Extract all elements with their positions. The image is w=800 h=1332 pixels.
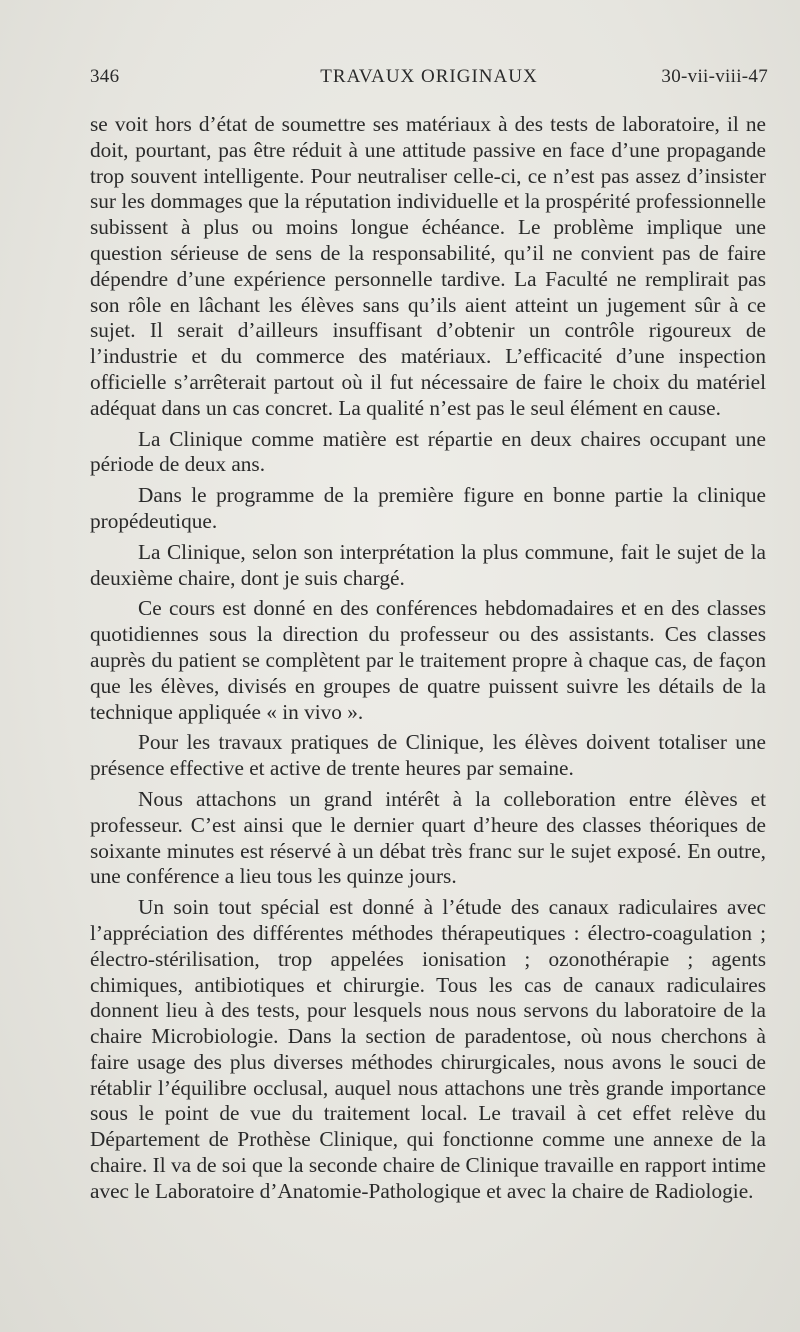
paragraph-4: La Clinique, selon son interprétation la plus commune, fait le sujet de la deuxième chaire, dont je suis chargé. (90, 539, 766, 590)
journal-section-title: TRAVAUX ORIGINAUX (320, 66, 538, 87)
body-text (90, 112, 766, 1210)
paragraph-7: Nous attachons un grand intérêt à la colleboration entre élèves et professeur. C’est ainsi que le dernier quart d’heure des classes théoriques de soixante minutes est réservé à un débat très franc sur le sujet exposé. En outre, une conférence a lieu tous les quinze jours. (90, 786, 766, 889)
paragraph-2: La Clinique comme matière est répartie en deux chaires occupant une période de deux ans. (90, 426, 766, 477)
paragraph-8: Un soin tout spécial est donné à l’étude des canaux radiculaires avec l’appréciation des différentes méthodes thérapeutiques : électro-coagulation ; électro-stérilisation, trop appelées ionisation ; ozonothérapie ; agents chimiques, antibiotiques et chirurgie. Tous les cas de canaux radiculaires donnent lieu à des tests, pour lesquels nous nous servons du laboratoire de la chaire Microbiologie. Dans la section de paradentose, où nous cherchons à faire usage des plus diverses méthodes chirurgicales, nous avons le souci de rétablir l’équilibre occlusal, auquel nous attachons une très grande importance sous le point de vue du traitement local. Le travail à cet effet relève du Département de Prothèse Clinique, qui fonctionne comme une annexe de la chaire. Il va de soi que la seconde chaire de Clinique travaille en rapport intime avec le Laboratoire d’Anatomie-Pathologique et avec la chaire de Radiologie. (90, 895, 766, 1203)
running-header (90, 66, 768, 94)
issue-date: 30-vii-viii-47 (661, 66, 768, 87)
paragraph-5: Ce cours est donné en des conférences hebdomadaires et en des classes quotidiennes sous la direction du professeur ou des assistants. Ces classes auprès du patient se complètent par le traitement propre à chaque cas, de façon que les élèves, divisés en groupes de quatre puissent suivre les détails de la technique appliquée « in vivo ». (90, 596, 766, 724)
paragraph-6: Pour les travaux pratiques de Clinique, les élèves doivent totaliser une présence effective et active de trente heures par semaine. (90, 730, 766, 781)
paragraph-1: se voit hors d’état de soumettre ses matériaux à des tests de laboratoire, il ne doit, pourtant, pas être réduit à une attitude passive en face d’une propagande trop souvent intelligente. Pour neutraliser celle-ci, ce n’est pas assez d’insister sur les dommages que la réputation individuelle et la prospérité professionnelle subissent à plus ou moins longue échéance. Le problème implique une question sérieuse de sens de la responsabilité, qu’il ne convient pas de faire dépendre d’une expérience personnelle tardive. La Faculté ne remplirait pas son rôle en lâchant les élèves sans qu’ils aient atteint un jugement sûr à ce sujet. Il serait d’ailleurs insuffisant d’obtenir un contrôle rigoureux de l’industrie et du commerce des matériaux. L’efficacité d’une inspection officielle s’arrêterait partout où il fut nécessaire de faire le choix du matériel adéquat dans un cas concret. La qualité n’est pas le seul élément en cause. (90, 112, 766, 420)
paragraph-3: Dans le programme de la première figure en bonne partie la clinique propédeutique. (90, 483, 766, 533)
page-number: 346 (90, 66, 120, 87)
